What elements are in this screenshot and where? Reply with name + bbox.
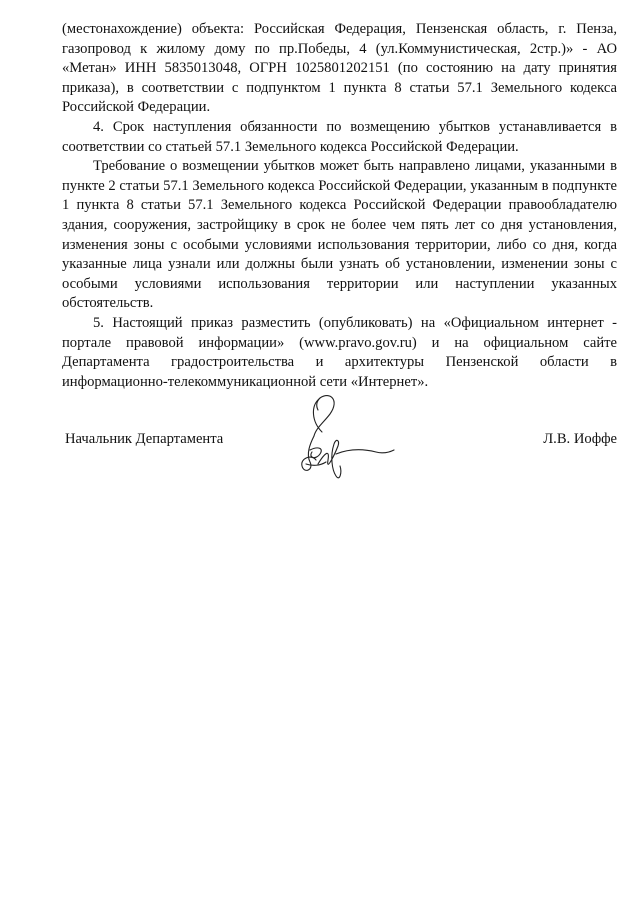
paragraph-item-5: 5. Настоящий приказ разместить (опубликовать) на «Официальном интернет - портале правовой информации» (www.pravo.gov.ru) и на официальном сайте Департамента градостроительства и архитектуры Пензенской области в информационно-телекоммуникационной сети «Интернет». <box>62 314 617 390</box>
paragraph-item-4: 4. Срок наступления обязанности по возмещению убытков устанавливается в соответствии со статьей 57.1 Земельного кодекса Российской Федерации. <box>62 118 617 155</box>
document-body <box>62 20 617 392</box>
paragraph-object-location: (местонахождение) объекта: Российская Федерация, Пензенская область, г. Пенза, газопровод к жилому дому по пр.Победы, 4 (ул.Коммунистическая, 2стр.)» - АО «Метан» ИНН 5835013048, ОГРН 1025801202151 (по состоянию на дату принятия приказа), в соответствии с подпунктом 1 пункта 8 статьи 57.1 Земельного кодекса Российской Федерации. <box>62 21 617 116</box>
signatory-position: Начальник Департамента <box>65 431 224 447</box>
signatory-name: Л.В. Иоффе <box>543 431 617 447</box>
handwritten-signature <box>290 392 400 502</box>
paragraph-compensation-claim: Требование о возмещении убытков может быть направлено лицами, указанными в пункте 2 статьи 57.1 Земельного кодекса Российской Федерации, указанным в подпункте 1 пункта 8 статьи 57.1 Земельного кодекса Российской Федерации правообладателю здания, сооружения, застройщику в срок не более чем пять лет со дня установления, изменения зоны с особыми условиями использования территории, либо со дня, когда указанные лица узнали или должны были узнать об установлении, изменении зоны с особыми условиями использования территории или наступлении указанных обстоятельств. <box>62 158 617 312</box>
